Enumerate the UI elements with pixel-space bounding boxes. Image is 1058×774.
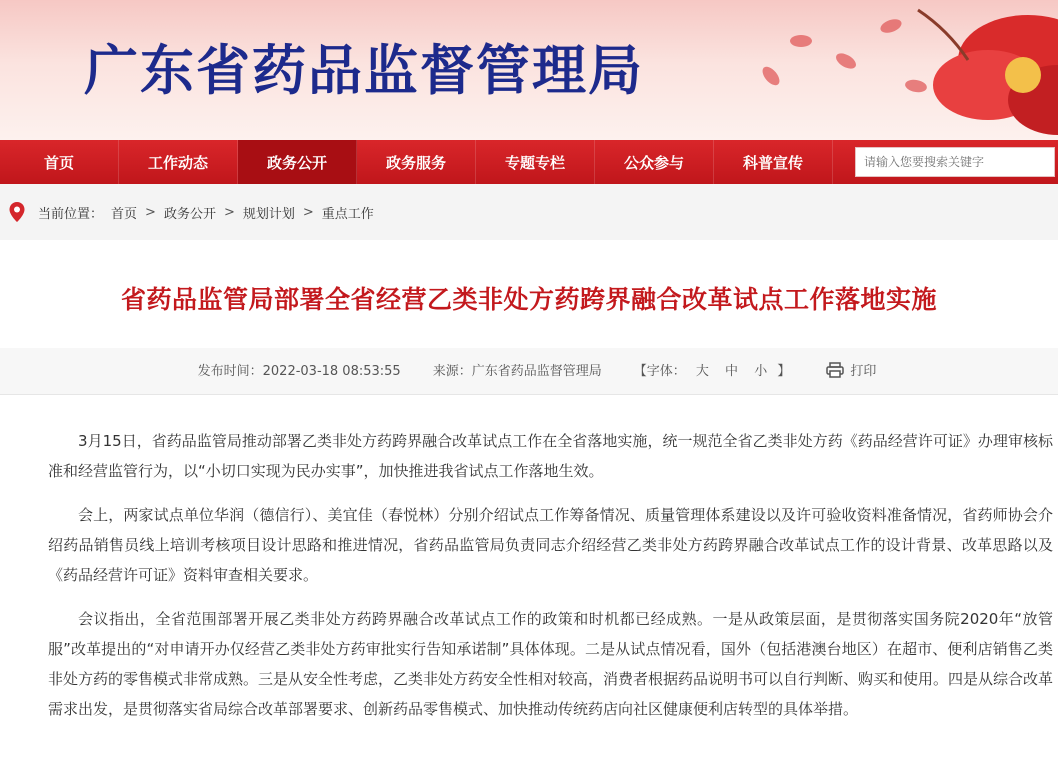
breadcrumb-separator: > — [145, 204, 156, 220]
search-box — [855, 147, 1055, 177]
breadcrumb-prefix: 当前位置： — [38, 206, 104, 222]
article-paragraph: 会上，两家试点单位华润（德信行）、美宜佳（春悦林）分别介绍试点工作筹备情况、质量管理体系建设以及许可验收资料准备情况，省药师协会介绍药品销售员线上培训考核项目设计思路和推进情况，省药品监管局负责同志介绍经营乙类非处方药跨界融合改革试点工作的设计背景、改革思路以及《药品经营许可证》资料审查相关要求。 — [48, 506, 1053, 584]
breadcrumb-separator: > — [223, 204, 235, 220]
petal-decoration — [790, 35, 812, 47]
article-paragraph: 会议指出，全省范围部署开展乙类非处方药跨界融合改革试点工作的政策和时机都已经成熟。一是从政策层面，是贯彻落实国务院2020年“放管服”改革提出的“对申请开办仅经营乙类非处方药审批实行告知承诺制”具体体现。二是从试点情况看，国外（包括港澳台地区）在超市、便利店销售乙类非处方药的零售模式非常成熟。三是从安全性考虑，乙类非处方药安全性相对较高，消费者根据药品说明书可以自行判断、购买和使用。四是从综合改革需求出发，是贯彻落实省局综合改革部署要求、创新药品零售模式、加快推动传统药店向社区健康便利店转型的具体举措。 — [48, 610, 1054, 718]
breadcrumb-separator: > — [302, 204, 314, 220]
font-size-small[interactable]: 小 — [754, 364, 768, 379]
publish-time-label: 发布时间： — [197, 364, 263, 379]
nav-item-public-participation[interactable]: 公众参与 — [595, 140, 714, 184]
print-label: 打印 — [850, 364, 877, 379]
nav-item-science-popularization[interactable]: 科普宣传 — [714, 140, 833, 184]
breadcrumb-link-government-affairs[interactable]: 政务公开 — [163, 206, 216, 222]
source-group — [433, 360, 602, 379]
search-input[interactable] — [856, 148, 1054, 176]
print-button[interactable] — [826, 360, 876, 379]
breadcrumb-link-planning[interactable]: 规划计划 — [242, 206, 295, 222]
breadcrumb — [0, 184, 1058, 240]
printer-icon — [826, 362, 844, 378]
source-label: 来源： — [432, 364, 472, 379]
publish-time-group — [198, 360, 401, 379]
nav-item-government-affairs[interactable]: 政务公开 — [238, 140, 357, 184]
site-title: 广东省药品监督管理局 — [84, 38, 644, 102]
source-value: 广东省药品监督管理局 — [471, 364, 602, 379]
font-size-label: 【字体： — [633, 364, 686, 379]
nav-item-work-news[interactable]: 工作动态 — [119, 140, 238, 184]
petal-decoration — [759, 64, 782, 89]
article-paragraph: 3月15日，省药品监管局推动部署乙类非处方药跨界融合改革试点工作在全省落地实施，统一规范全省乙类非处方药《药品经营许可证》办理审核标准和经营监管行为，以“小切口实现为民办实事”，加快推进我省试点工作落地生效。 — [48, 432, 1053, 480]
font-size-large[interactable]: 大 — [695, 364, 709, 379]
font-size-group — [634, 360, 791, 379]
article-content — [48, 426, 1053, 738]
header-banner — [0, 0, 1058, 140]
meta-divider — [0, 394, 1058, 395]
font-size-medium[interactable]: 中 — [725, 364, 739, 379]
petal-decoration — [833, 50, 858, 71]
breadcrumb-link-home[interactable]: 首页 — [111, 206, 138, 222]
nav-item-home[interactable]: 首页 — [0, 140, 119, 184]
article-title: 省药品监管局部署全省经营乙类非处方药跨界融合改革试点工作落地实施 — [120, 285, 937, 314]
nav-item-special-topics[interactable]: 专题专栏 — [476, 140, 595, 184]
font-size-end: 】 — [777, 364, 791, 379]
publish-time-value: 2022-03-18 08:53:55 — [262, 364, 401, 379]
article-meta — [0, 360, 1058, 379]
breadcrumb-link-key-work[interactable]: 重点工作 — [321, 206, 374, 222]
location-pin-icon — [8, 201, 26, 223]
nav-item-government-services[interactable]: 政务服务 — [357, 140, 476, 184]
